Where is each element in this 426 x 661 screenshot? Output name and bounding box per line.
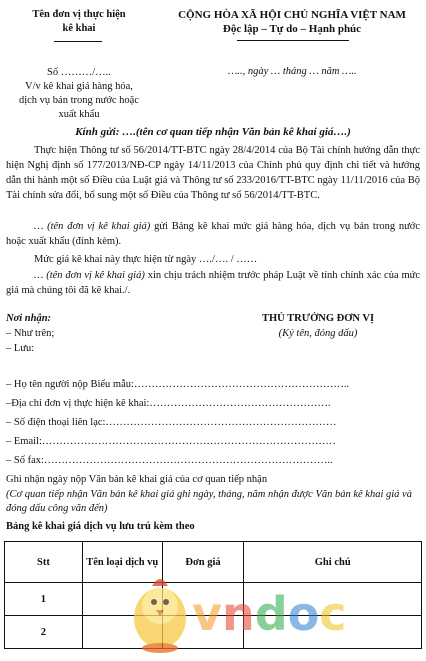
column-header-note: Ghi chú bbox=[244, 542, 422, 583]
phone-line: – Số điện thoại liên lạc:………………………………………………………… bbox=[6, 417, 337, 428]
address-line: –Địa chỉ đơn vị thực hiện kê khai:……………………………………………. bbox=[6, 398, 331, 409]
org-name-block bbox=[4, 8, 154, 36]
receivers-title: Nơi nhận: bbox=[6, 313, 52, 324]
fax-line: – Số fax:……………………………………………………………………….. bbox=[6, 455, 333, 466]
doc-number: Số ………/….. bbox=[47, 67, 111, 78]
receiver-item: – Như trên; bbox=[6, 328, 55, 339]
recipient: Kính gửi: ….(tên cơ quan tiếp nhận Văn bản kê khai giá….) bbox=[75, 126, 351, 138]
table-title: Bảng kê khai giá dịch vụ lưu trú kèm theo bbox=[6, 521, 195, 532]
unit-placeholder: … (tên đơn vị kê khai giá) bbox=[34, 221, 151, 232]
signature-note: (Ký tên, đóng dấu) bbox=[278, 328, 358, 339]
doc-ref-block bbox=[4, 66, 154, 122]
body-paragraph-2 bbox=[6, 219, 420, 249]
table-cell: 1 bbox=[5, 583, 83, 616]
receivers-block bbox=[6, 311, 54, 356]
motto-underline bbox=[237, 40, 349, 41]
body-paragraph-4-text: xin chịu trách nhiệm trước pháp Luật về tính chính xác của mức giá mà chúng tôi đã kê khai./. bbox=[6, 270, 420, 296]
body-paragraph-3: Mức giá kê khai này thực hiện từ ngày …./…. / …… bbox=[34, 254, 258, 265]
place-date: ….., ngày … tháng … năm ….. bbox=[228, 66, 357, 77]
receiver-item: – Lưu: bbox=[6, 343, 35, 354]
nation-title: CỘNG HÒA XÃ HỘI CHỦ NGHĨA VIỆT NAM bbox=[178, 9, 406, 21]
org-underline bbox=[54, 41, 102, 42]
watermark-text: vndoc bbox=[192, 587, 347, 641]
signature-title: THỦ TRƯỞNG ĐƠN VỊ bbox=[261, 313, 375, 324]
submitter-name-line: – Họ tên người nộp Biểu mẫu:…………………………………………………….. bbox=[6, 379, 350, 390]
org-name-line1: Tên đơn vị thực hiện bbox=[32, 9, 126, 20]
body-paragraph-1: Thực hiện Thông tư số 56/2014/TT-BTC ngày 28/4/2014 của Bộ Tài chính hướng dẫn thực hiện Nghị định số 177/2013/NĐ-CP ngày 14/11/2013 của Chính phủ quy định chi tiết và hướng dẫn thi hành một số Điều của Luật giá và Thông tư số 233/2016/TT-BTC ngày 11/11/2016 của Bộ Tài chính sửa đổi, bổ sung một số Điều của Thông tư số 56/2014/TT-BTC. bbox=[6, 145, 420, 201]
mascot-chick-icon bbox=[134, 579, 186, 653]
unit-placeholder: … (tên đơn vị kê khai giá) bbox=[34, 270, 145, 281]
receipt-italic-note: (Cơ quan tiếp nhận Văn bản kê khai giá ghi ngày, tháng, năm nhận được Văn bản kê khai giá và đóng dấu công văn đến) bbox=[6, 489, 412, 514]
national-header bbox=[160, 8, 424, 36]
doc-subject-2: dịch vụ bán trong nước hoặc bbox=[18, 95, 139, 106]
doc-subject-3: xuất khẩu bbox=[58, 109, 100, 120]
signature-block bbox=[218, 311, 418, 341]
column-header-price: Đơn giá bbox=[162, 542, 244, 583]
column-header-stt: Stt bbox=[5, 542, 83, 583]
body-paragraph-2-text: gửi Bảng kê khai mức giá hàng hóa, dịch vụ bán trong nước hoặc xuất khẩu (đính kèm). bbox=[6, 221, 421, 247]
email-line: – Email:………………………………………………………………………… bbox=[6, 436, 336, 447]
vndoc-watermark-logo bbox=[130, 568, 347, 658]
receipt-note: Ghi nhận ngày nộp Văn bản kê khai giá của cơ quan tiếp nhận bbox=[6, 474, 268, 485]
table-cell: 2 bbox=[5, 616, 83, 649]
nation-motto: Độc lập – Tự do – Hạnh phúc bbox=[222, 23, 362, 35]
column-header-service: Tên loại dịch vụ bbox=[82, 542, 162, 583]
body-paragraph-4 bbox=[6, 268, 420, 298]
doc-subject-1: V/v kê khai giá hàng hóa, bbox=[25, 81, 133, 92]
org-name-line2: kê khai bbox=[62, 23, 96, 34]
contact-block bbox=[6, 375, 422, 470]
